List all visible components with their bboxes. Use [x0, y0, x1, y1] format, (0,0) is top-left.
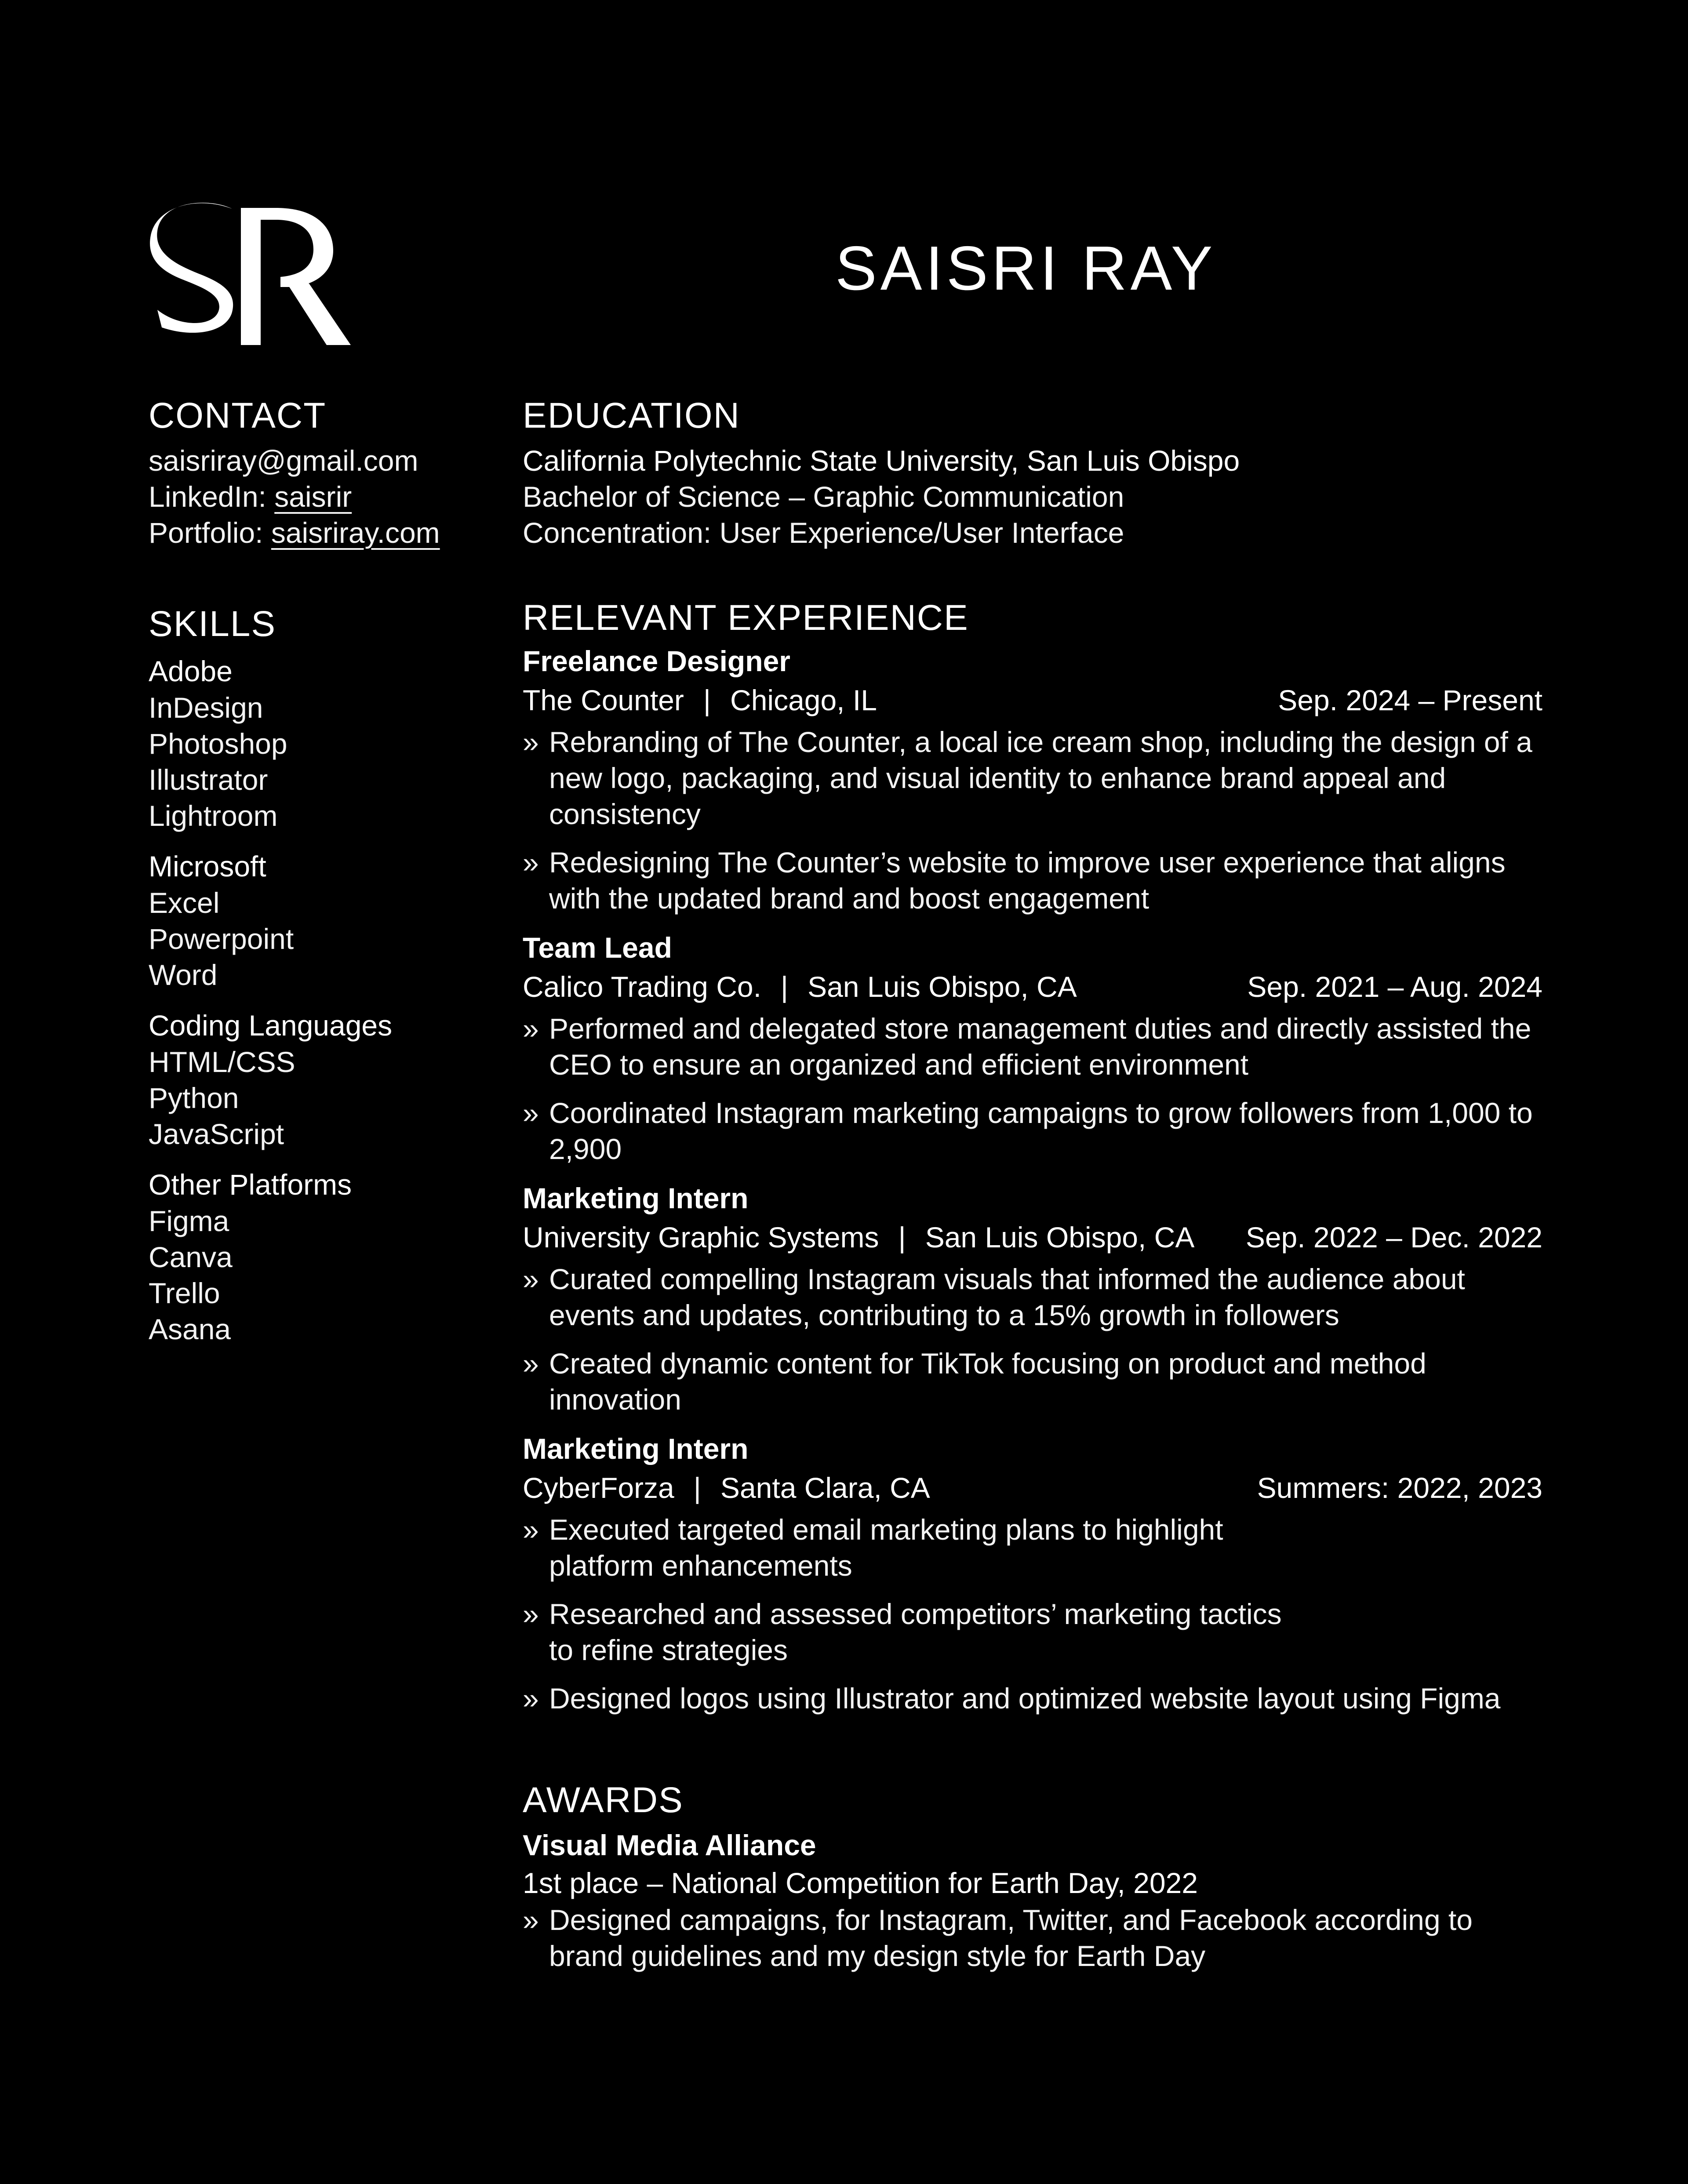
bullet-item — [523, 1345, 1542, 1417]
award-placement: 1st place – National Competition for Earth Day, 2022 — [523, 1867, 1198, 1899]
sr-monogram-graphic — [149, 200, 351, 345]
bullet-text: Executed targeted email marketing plans to highlight platform enhancements — [549, 1513, 1223, 1582]
job-org-line — [523, 1217, 1194, 1257]
bullet-mark: » — [523, 1598, 539, 1630]
skill-item: InDesign — [149, 691, 263, 724]
job-entry — [523, 642, 1542, 916]
separator: | — [703, 684, 711, 716]
bullet-text: Created dynamic content for TikTok focusing on product and method innovation — [549, 1347, 1426, 1416]
education-heading: EDUCATION — [523, 396, 740, 436]
linkedin-label: LinkedIn: — [149, 480, 266, 513]
skill-item: JavaScript — [149, 1118, 284, 1150]
job-meta — [523, 1217, 1542, 1257]
job-entry — [523, 1430, 1542, 1716]
linkedin-link[interactable]: saisrir — [274, 480, 352, 513]
bullet-mark: » — [523, 1263, 539, 1295]
bullet-mark: » — [523, 1682, 539, 1715]
bullet-item — [523, 1902, 1542, 1974]
job-bullets — [523, 1010, 1542, 1167]
education-details — [523, 443, 1542, 551]
portfolio-link[interactable]: saisriray.com — [271, 516, 440, 549]
skills-heading: SKILLS — [149, 604, 276, 644]
experience-heading: RELEVANT EXPERIENCE — [523, 598, 969, 638]
education-degree: Bachelor of Science – Graphic Communication — [523, 480, 1124, 513]
job-company: CyberForza — [523, 1472, 674, 1504]
bullet-mark: » — [523, 1347, 539, 1380]
awards-heading: AWARDS — [523, 1780, 684, 1820]
left-column — [149, 398, 500, 1361]
bullet-text: Performed and delegated store management duties and directly assisted the CEO to ensure an organized and efficient environment — [549, 1012, 1532, 1081]
bullet-item — [523, 1680, 1542, 1716]
skill-group — [149, 653, 500, 834]
skill-group — [149, 1166, 500, 1347]
bullet-mark: » — [523, 1097, 539, 1129]
skill-category: Other Platforms — [149, 1168, 352, 1201]
job-title: Marketing Intern — [523, 1432, 749, 1465]
job-meta — [523, 967, 1542, 1007]
job-location: San Luis Obispo, CA — [808, 970, 1077, 1003]
job-meta — [523, 680, 1542, 720]
bullet-text: Curated compelling Instagram visuals that informed the audience about events and updates, contributing to a 15% growth in followers — [549, 1263, 1465, 1331]
skill-item: Illustrator — [149, 763, 268, 796]
skill-item: Photoshop — [149, 727, 287, 760]
bullet-text: Designed campaigns, for Instagram, Twitter, and Facebook according to brand guidelines and my design style for Earth Day — [549, 1904, 1473, 1972]
contact-heading: CONTACT — [149, 396, 327, 436]
contact-email[interactable]: saisriray@gmail.com — [149, 444, 418, 477]
separator: | — [693, 1472, 701, 1504]
job-title: Freelance Designer — [523, 645, 790, 677]
job-entry — [523, 1179, 1542, 1417]
job-meta — [523, 1468, 1542, 1508]
job-bullets — [523, 1261, 1542, 1417]
award-organization: Visual Media Alliance — [523, 1829, 816, 1861]
experience-section — [523, 600, 1542, 1716]
bullet-item — [523, 1095, 1542, 1167]
contact-section — [149, 398, 500, 551]
skill-group — [149, 848, 500, 993]
skill-item: Asana — [149, 1313, 231, 1345]
job-org-line — [523, 967, 1077, 1007]
job-dates: Summers: 2022, 2023 — [1257, 1472, 1542, 1504]
skill-item: HTML/CSS — [149, 1046, 295, 1078]
job-title: Team Lead — [523, 931, 672, 964]
bullet-item — [523, 1596, 1542, 1668]
candidate-name: SAISRI RAY — [835, 233, 1216, 303]
education-school: California Polytechnic State University, San Luis Obispo — [523, 444, 1240, 477]
skill-item: Python — [149, 1082, 239, 1114]
job-org-line — [523, 1468, 930, 1508]
skills-section — [149, 606, 500, 1347]
skill-group — [149, 1007, 500, 1152]
job-location: Chicago, IL — [730, 684, 877, 716]
separator: | — [780, 970, 789, 1003]
bullet-mark: » — [523, 1513, 539, 1546]
contact-portfolio — [149, 515, 500, 551]
bullet-item — [523, 1010, 1542, 1083]
portfolio-label: Portfolio: — [149, 516, 263, 549]
bullet-mark: » — [523, 846, 539, 879]
skill-category: Coding Languages — [149, 1009, 393, 1042]
skill-item: Word — [149, 959, 218, 991]
job-bullets — [523, 1512, 1542, 1716]
job-title: Marketing Intern — [523, 1182, 749, 1214]
bullet-mark: » — [523, 1012, 539, 1045]
sr-monogram-icon — [149, 200, 351, 345]
bullet-text: Researched and assessed competitors’ marketing tactics to refine strategies — [549, 1598, 1282, 1666]
job-dates: Sep. 2021 – Aug. 2024 — [1247, 970, 1542, 1003]
skill-item: Lightroom — [149, 799, 278, 832]
contact-linkedin — [149, 479, 500, 515]
job-location: San Luis Obispo, CA — [925, 1221, 1195, 1254]
skill-item: Canva — [149, 1241, 233, 1273]
bullet-item — [523, 1512, 1542, 1584]
skill-category: Microsoft — [149, 850, 266, 883]
bullet-text: Redesigning The Counter’s website to improve user experience that aligns with the updated brand and boost engagement — [549, 846, 1506, 915]
right-column — [523, 398, 1542, 1986]
skill-item: Powerpoint — [149, 923, 294, 955]
job-bullets — [523, 724, 1542, 916]
skill-item: Figma — [149, 1205, 229, 1237]
bullet-item — [523, 1261, 1542, 1333]
bullet-text: Designed logos using Illustrator and optimized website layout using Figma — [549, 1682, 1501, 1715]
education-concentration: Concentration: User Experience/User Interface — [523, 516, 1124, 549]
bullet-mark: » — [523, 1904, 539, 1936]
bullet-text: Coordinated Instagram marketing campaigns to grow followers from 1,000 to 2,900 — [549, 1097, 1533, 1165]
job-location: Santa Clara, CA — [720, 1472, 930, 1504]
job-company: Calico Trading Co. — [523, 970, 761, 1003]
job-dates: Sep. 2024 – Present — [1278, 684, 1542, 716]
skill-item: Trello — [149, 1277, 220, 1309]
skill-item: Excel — [149, 887, 220, 919]
job-dates: Sep. 2022 – Dec. 2022 — [1245, 1221, 1542, 1254]
bullet-mark: » — [523, 726, 539, 758]
awards-section — [523, 1782, 1542, 1974]
contact-list — [149, 443, 500, 551]
bullet-item — [523, 724, 1542, 832]
separator: | — [898, 1221, 906, 1254]
skill-category: Adobe — [149, 655, 233, 687]
bullet-item — [523, 844, 1542, 916]
job-org-line — [523, 680, 877, 720]
job-company: The Counter — [523, 684, 684, 716]
bullet-text: Rebranding of The Counter, a local ice cream shop, including the design of a new logo, packaging, and visual identity to enhance brand appeal and consistency — [549, 726, 1532, 830]
education-section — [523, 398, 1542, 551]
job-entry — [523, 929, 1542, 1167]
job-company: University Graphic Systems — [523, 1221, 879, 1254]
